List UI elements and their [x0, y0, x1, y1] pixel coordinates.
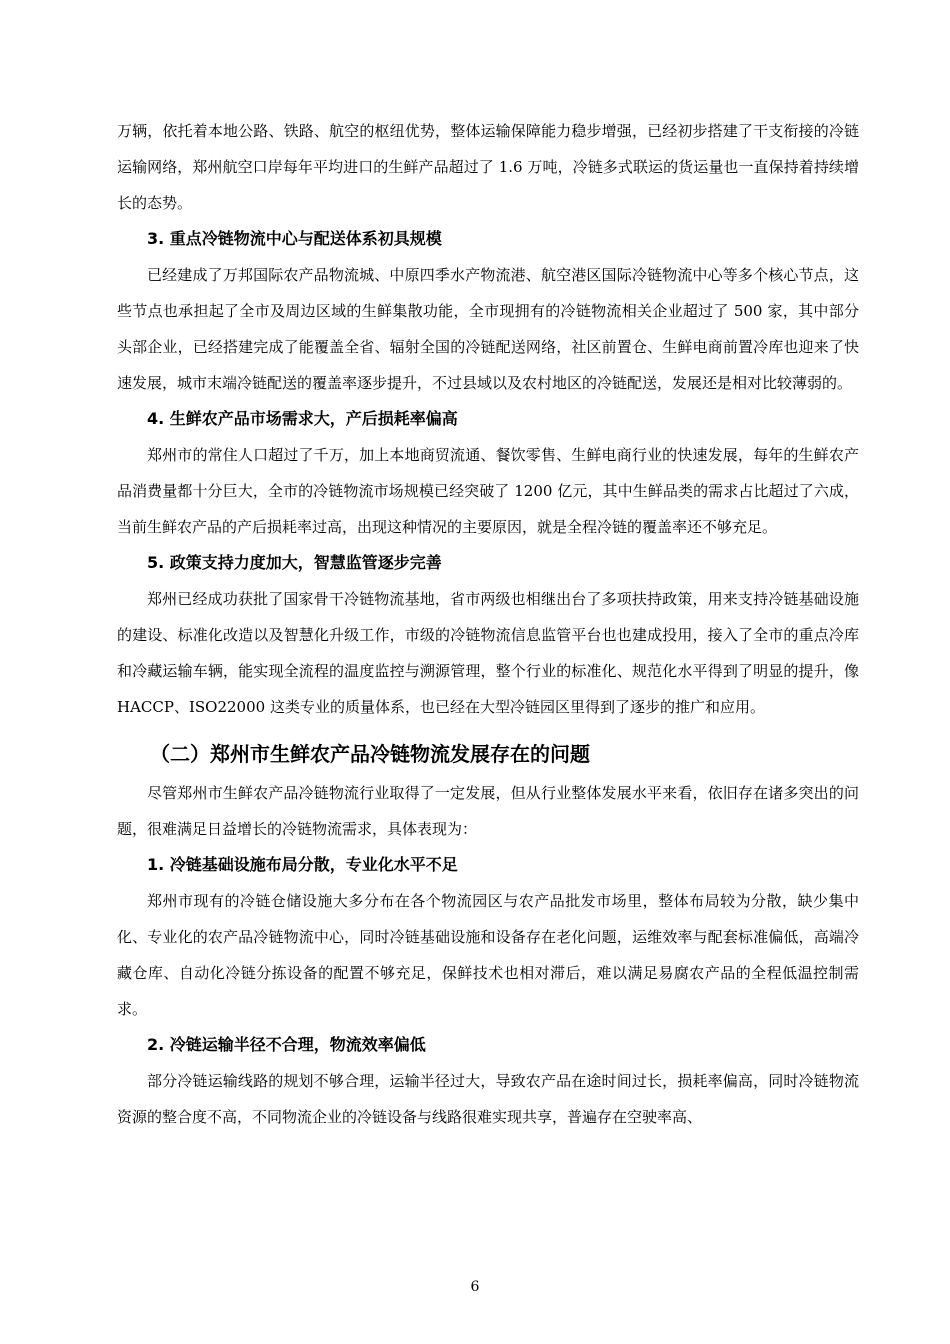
paragraph: 郑州市现有的冷链仓储设施大多分布在各个物流园区与农产品批发市场里，整体布局较为分散，缺少集中化、专业化的农产品冷链物流中心，同时冷链基础设施和设备存在老化问题，运维效率与配套标准偏低，高端冷藏仓库、自动化冷链分拣设备的配置不够充足，保鲜技术也相对滞后，难以满足易腐农产品的全程低温控制需求。 [117, 892, 859, 1018]
paragraph: 万辆，依托着本地公路、铁路、航空的枢纽优势，整体运输保障能力稳步增强，已经初步搭建了干支衔接的冷链运输网络，郑州航空口岸每年平均进口的生鲜产品超过了 1.6 万吨，冷链多式联运的货运量也一直保持着持续增长的态势。 [117, 122, 859, 212]
page-content [117, 113, 859, 1135]
subheading: 1. 冷链基础设施布局分散，专业化水平不足 [147, 855, 458, 874]
subheading: 2. 冷链运输半径不合理，物流效率偏低 [147, 1035, 426, 1054]
paragraph: 已经建成了万邦国际农产品物流城、中原四季水产物流港、航空港区国际冷链物流中心等多个核心节点，这些节点也承担起了全市及周边区域的生鲜集散功能，全市现拥有的冷链物流相关企业超过了 500 家，其中部分头部企业，已经搭建完成了能覆盖全省、辐射全国的冷链配送网络，社区前置仓、生鲜电商前置冷库也迎来了快速发展，城市末端冷链配送的覆盖率逐步提升，不过县域以及农村地区的冷链配送，发展还是相对比较薄弱的。 [117, 266, 859, 392]
paragraph: 部分冷链运输线路的规划不够合理，运输半径过大，导致农产品在途时间过长，损耗率偏高，同时冷链物流资源的整合度不高，不同物流企业的冷链设备与线路很难实现共享，普遍存在空驶率高、 [117, 1072, 859, 1126]
section-heading: （二）郑州市生鲜农产品冷链物流发展存在的问题 [150, 742, 590, 766]
paragraph: 郑州已经成功获批了国家骨干冷链物流基地，省市两级也相继出台了多项扶持政策，用来支持冷链基础设施的建设、标准化改造以及智慧化升级工作，市级的冷链物流信息监管平台也也建成投用，接入了全市的重点冷库和冷藏运输车辆，能实现全流程的温度监控与溯源管理，整个行业的标准化、规范化水平得到了明显的提升，像 HACCP、ISO22000 这类专业的质量体系，也已经在大型冷链园区里得到了逐步的推广和应用。 [117, 590, 859, 716]
paragraph: 郑州市的常住人口超过了千万，加上本地商贸流通、餐饮零售、生鲜电商行业的快速发展，每年的生鲜农产品消费量都十分巨大，全市的冷链物流市场规模已经突破了 1200 亿元，其中生鲜品类的需求占比超过了六成，当前生鲜农产品的产后损耗率过高，出现这种情况的主要原因，就是全程冷链的覆盖率还不够充足。 [117, 446, 859, 536]
subheading: 3. 重点冷链物流中心与配送体系初具规模 [147, 229, 442, 248]
page-number: 6 [470, 1279, 480, 1295]
subheading: 5. 政策支持力度加大，智慧监管逐步完善 [147, 553, 442, 572]
paragraph: 尽管郑州市生鲜农产品冷链物流行业取得了一定发展，但从行业整体发展水平来看，依旧存在诸多突出的问题，很难满足日益增长的冷链物流需求，具体表现为： [117, 784, 859, 838]
subheading: 4. 生鲜农产品市场需求大，产后损耗率偏高 [147, 409, 458, 428]
